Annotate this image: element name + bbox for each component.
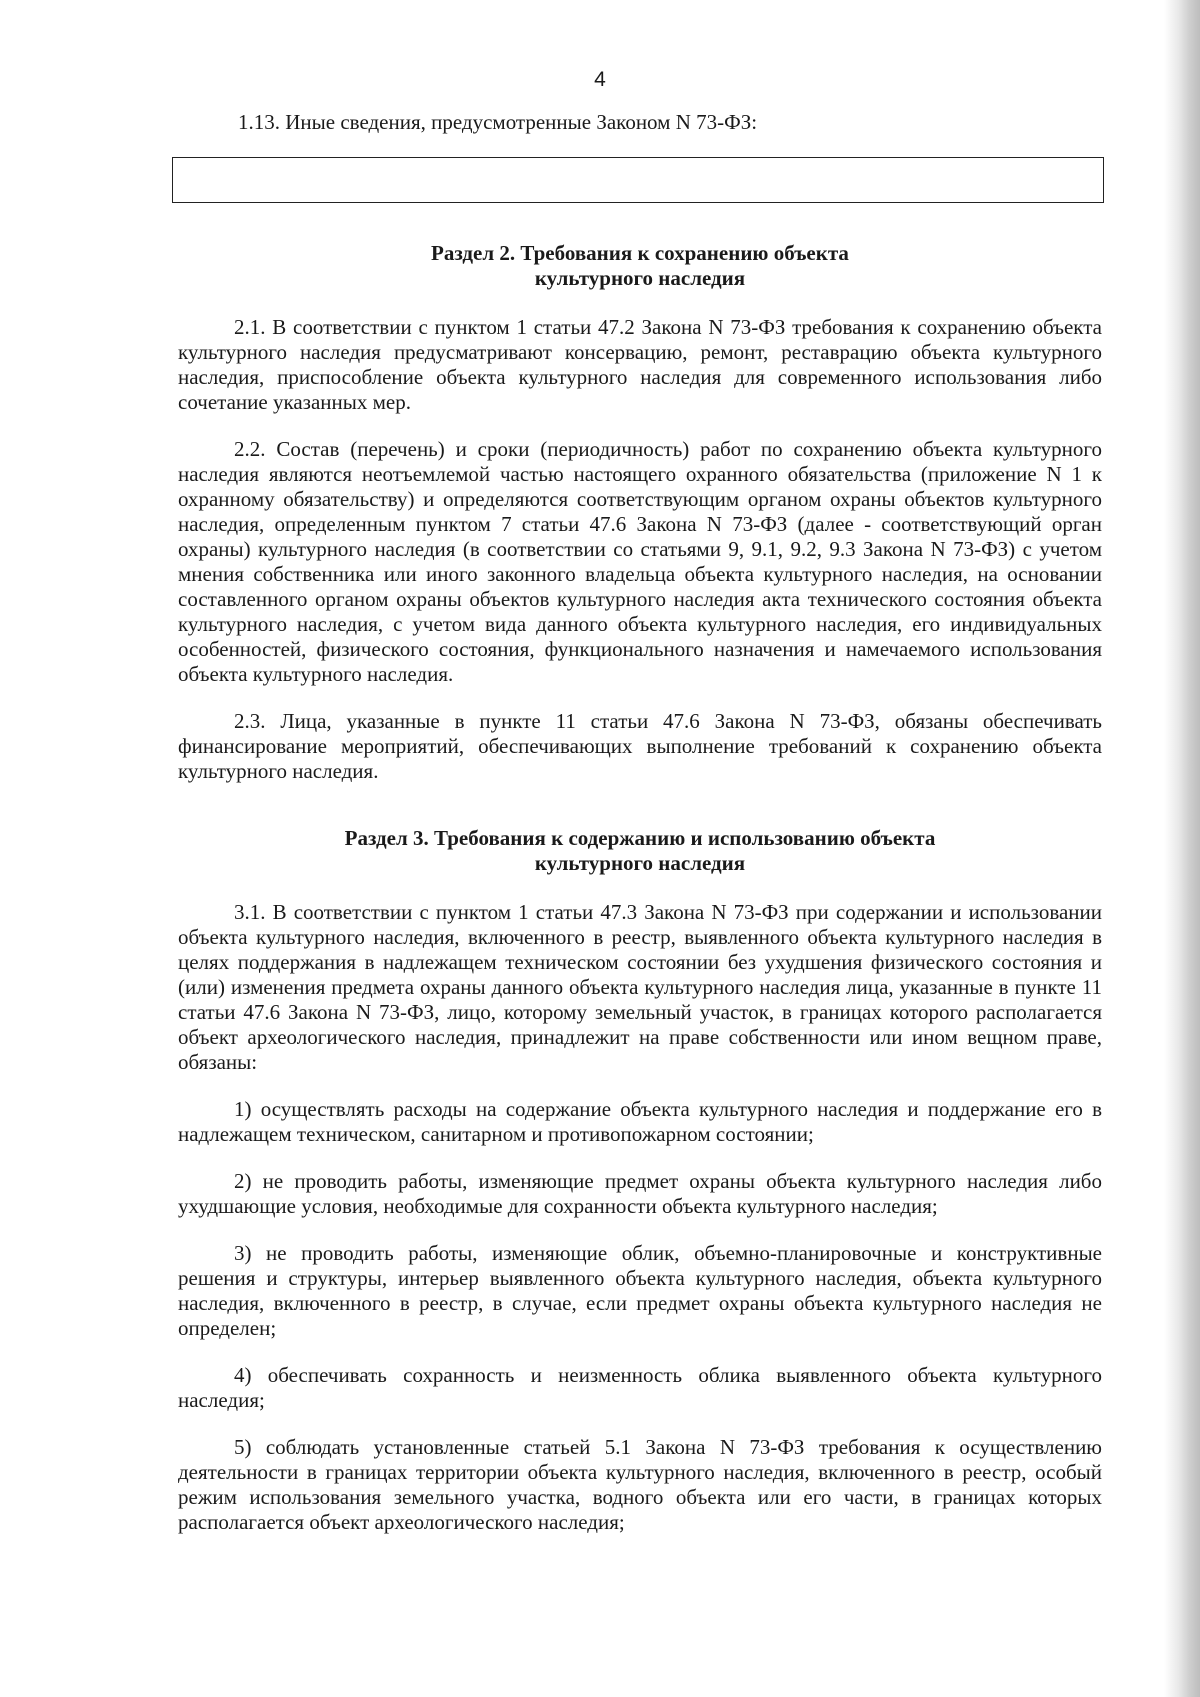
list-item-1: 1) осуществлять расходы на содержание объекта культурного наследия и поддержание его в надлежащем техническом, санитарном и противопожарном состоянии; [178,1097,1102,1146]
list-item-4: 4) обеспечивать сохранность и неизменность облика выявленного объекта культурного наследия; [178,1363,1102,1412]
paragraph-3-1: 3.1. В соответствии с пунктом 1 статьи 47.3 Закона N 73-ФЗ при содержании и использовании объекта культурного наследия, включенного в реестр, выявленного объекта культурного наследия в целях поддержания в надлежащем техническом состоянии без ухудшения физического состояния и (или) изменения предмета охраны данного объекта культурного наследия лица, указанные в пункте 11 статьи 47.6 Закона N 73-ФЗ, лицо, которому земельный участок, в границах которого располагается объект археологического наследия, принадлежит на праве собственности или ином вещном праве, обязаны: [178,900,1102,1074]
list-item-5: 5) соблюдать установленные статьей 5.1 Закона N 73-ФЗ требования к осуществлению деятельности в границах территории объекта культурного наследия, включенного в реестр, особый режим использования земельного участка, водного объекта или его части, в границах которых располагается объект археологического наследия; [178,1435,1102,1534]
section-3-title-line1: Раздел 3. Требования к содержанию и использованию объекта [344,826,936,850]
section-2-title-line1: Раздел 2. Требования к сохранению объекта [431,241,849,265]
list-item-2: 2) не проводить работы, изменяющие предмет охраны объекта культурного наследия либо ухудшающие условия, необходимые для сохранности объекта культурного наследия; [178,1169,1102,1218]
list-item-3: 3) не проводить работы, изменяющие облик, объемно-планировочные и конструктивные решения и структуры, интерьер выявленного объекта культурного наследия, объекта культурного наследия, включенного в реестр, в случае, если предмет охраны объекта культурного наследия не определен; [178,1241,1102,1340]
paragraph-2-2: 2.2. Состав (перечень) и сроки (периодичность) работ по сохранению объекта культурного наследия являются неотъемлемой частью настоящего охранного обязательства (приложение N 1 к охранному обязательству) и определяются соответствующим органом охраны объектов культурного наследия, определенным пунктом 7 статьи 47.6 Закона N 73-ФЗ (далее - соответствующий орган охраны) культурного наследия (в соответствии со статьями 9, 9.1, 9.2, 9.3 Закона N 73-ФЗ) с учетом мнения собственника или иного законного владельца объекта культурного наследия, на основании составленного органом охраны объектов культурного наследия акта технического состояния объекта культурного наследия, с учетом вида данного объекта культурного наследия, его индивидуальных особенностей, физического состояния, функционального назначения и намечаемого использования объекта культурного наследия. [178,437,1102,686]
paragraph-2-1: 2.1. В соответствии с пунктом 1 статьи 47.2 Закона N 73-ФЗ требования к сохранению объекта культурного наследия предусматривают консервацию, ремонт, реставрацию объекта культурного наследия, приспособление объекта культурного наследия для современного использования либо сочетание указанных мер. [178,315,1102,414]
section-2-title-line2: культурного наследия [534,266,746,290]
section-2-title [178,241,1102,291]
item-1-13: 1.13. Иные сведения, предусмотренные Законом N 73-ФЗ: [238,110,758,134]
section-3-title-line2: культурного наследия [534,851,746,875]
paragraph-2-3: 2.3. Лица, указанные в пункте 11 статьи 47.6 Закона N 73-ФЗ, обязаны обеспечивать финансирование мероприятий, обеспечивающих выполнение требований к сохранению объекта культурного наследия. [178,709,1102,783]
document-body [178,110,1102,1535]
section-3-title [178,826,1102,876]
empty-info-box [172,157,1104,203]
scan-edge-shadow [1164,0,1200,1697]
page-number: 4 [594,68,606,91]
